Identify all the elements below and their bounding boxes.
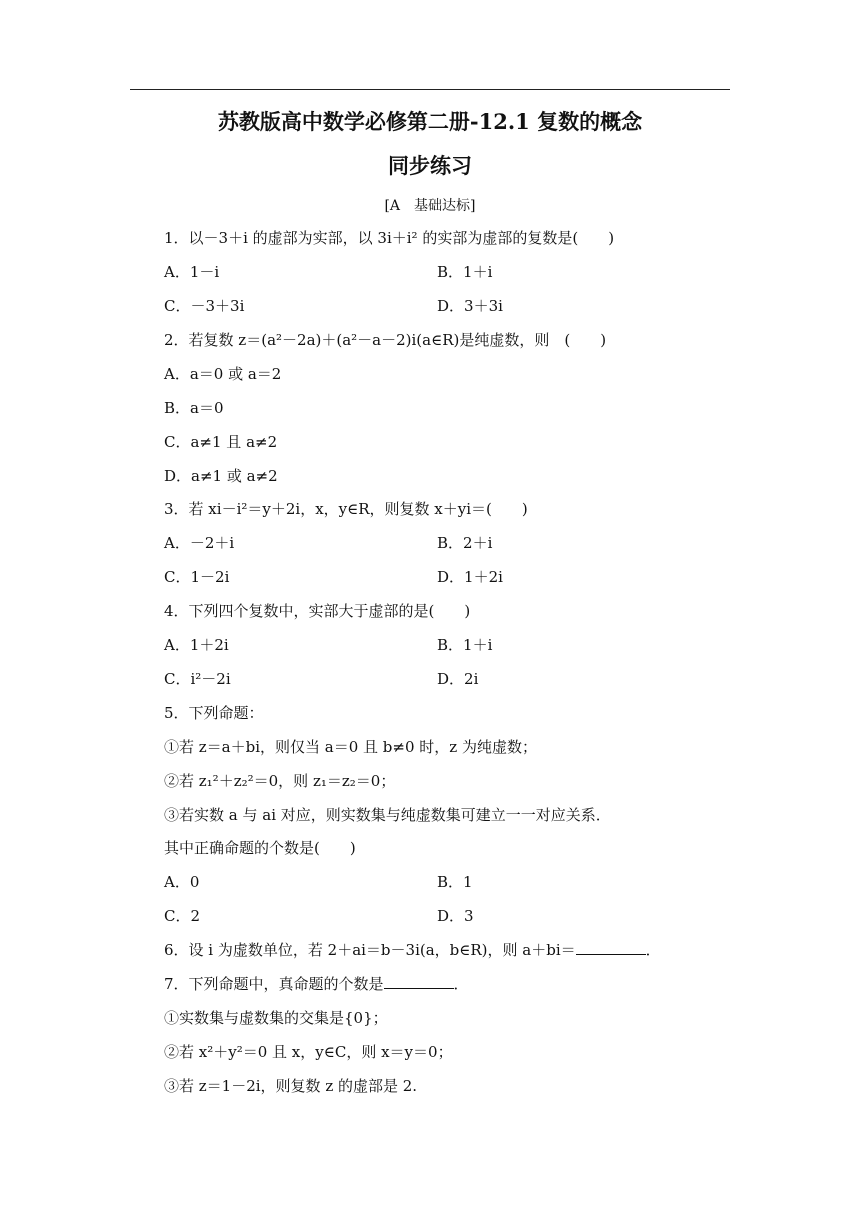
- question-5-proposition-1: ①若 z＝a＋bi，则仅当 a＝0 且 b≠0 时，z 为纯虚数；: [164, 738, 537, 756]
- question-3-stem: 3．若 xi－i²＝y＋2i，x，y∈R，则复数 x＋yi＝( ): [164, 500, 528, 518]
- question-5-proposition-3: ③若实数 a 与 ai 对应，则实数集与纯虚数集可建立一一对应关系．: [164, 806, 611, 824]
- question-4-option-c: C．i²－2i: [164, 670, 231, 688]
- question-7-end: ．: [453, 975, 469, 993]
- question-4-option-a: A．1＋2i: [164, 636, 229, 654]
- section-heading: [A 基础达标]: [384, 198, 476, 214]
- question-3-option-b: B．2＋i: [437, 534, 493, 552]
- question-5-option-b: B．1: [437, 873, 473, 891]
- question-5-option-c: C．2: [164, 907, 201, 925]
- question-6-answer-blank[interactable]: [576, 940, 646, 955]
- question-7: [164, 974, 469, 994]
- question-3-option-a: A．－2＋i: [164, 534, 235, 552]
- question-6: [164, 940, 661, 960]
- question-1-option-d: D．3＋3i: [437, 297, 503, 315]
- question-2-option-b: B．a＝0: [164, 399, 224, 417]
- question-5-option-d: D．3: [437, 907, 474, 925]
- question-1-stem: 1．以－3＋i 的虚部为实部，以 3i＋i² 的实部为虚部的复数是( ): [164, 229, 615, 247]
- question-4-stem: 4．下列四个复数中，实部大于虚部的是( ): [164, 602, 471, 620]
- question-1-option-a: A．1－i: [164, 263, 220, 281]
- question-6-stem: 6．设 i 为虚数单位，若 2＋ai＝b－3i(a，b∈R)，则 a＋bi＝: [164, 941, 576, 959]
- question-7-answer-blank[interactable]: [384, 974, 454, 989]
- question-7-proposition-2: ②若 x²＋y²＝0 且 x，y∈C，则 x＝y＝0；: [164, 1043, 453, 1061]
- question-5-ask: 其中正确命题的个数是( ): [164, 839, 356, 857]
- question-3-option-d: D．1＋2i: [437, 568, 503, 586]
- question-2-option-c: C．a≠1 且 a≠2: [164, 433, 278, 451]
- question-1-option-c: C．－3＋3i: [164, 297, 245, 315]
- page-title: 苏教版高中数学必修第二册-12.1 复数的概念: [217, 109, 643, 134]
- question-3-option-c: C．1－2i: [164, 568, 230, 586]
- question-5-stem: 5．下列命题：: [164, 704, 264, 722]
- question-2-option-d: D．a≠1 或 a≠2: [164, 467, 278, 485]
- page-subtitle: 同步练习: [388, 153, 472, 178]
- question-4-option-d: D．2i: [437, 670, 479, 688]
- question-2-option-a: A．a＝0 或 a＝2: [164, 365, 282, 383]
- question-5-option-a: A．0: [164, 873, 200, 891]
- question-5-proposition-2: ②若 z₁²＋z₂²＝0，则 z₁＝z₂＝0；: [164, 772, 396, 790]
- question-1-option-b: B．1＋i: [437, 263, 493, 281]
- top-rule: [130, 89, 730, 90]
- question-7-proposition-1: ①实数集与虚数集的交集是{0}；: [164, 1009, 388, 1027]
- question-6-end: ．: [645, 941, 661, 959]
- question-4-option-b: B．1＋i: [437, 636, 493, 654]
- question-2-stem: 2．若复数 z＝(a²－2a)＋(a²－a－2)i(a∈R)是纯虚数，则 ( ): [164, 331, 607, 349]
- question-7-stem: 7．下列命题中，真命题的个数是: [164, 975, 384, 993]
- question-7-proposition-3: ③若 z＝1－2i，则复数 z 的虚部是 2.: [164, 1077, 418, 1095]
